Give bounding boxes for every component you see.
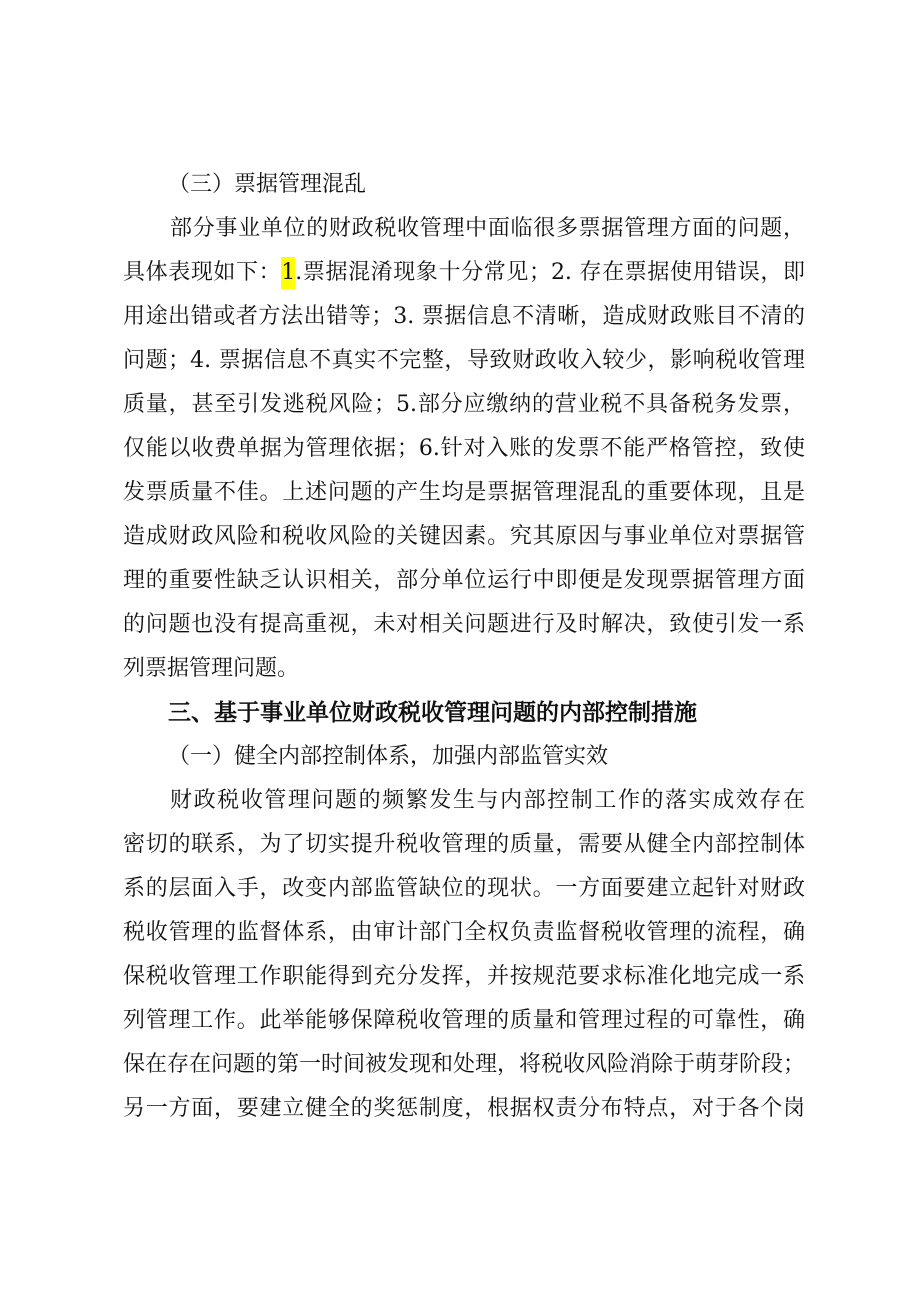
paragraph-line: 发票质量不佳。上述问题的产生均是票据管理混乱的重要体现，且是: [123, 480, 805, 505]
paragraph-line: 税收管理的监督体系，由审计部门全权负责监督税收管理的流程，确: [123, 920, 805, 945]
highlighted-number: 1: [281, 257, 295, 289]
paragraph-line: 仅能以收费单据为管理依据；6.针对入账的发票不能严格管控，致使: [123, 436, 805, 461]
paragraph-line: [123, 251, 805, 295]
paragraph-line: 用途出错或者方法出错等；3. 票据信息不清晰，造成财政账目不清的: [123, 304, 805, 329]
paragraph-line: 系的层面入手，改变内部监管缺位的现状。一方面要建立起针对财政: [123, 876, 805, 901]
paragraph-text: 具体表现如下：: [123, 260, 282, 285]
paragraph-line: 理的重要性缺乏认识相关，部分单位运行中即便是发现票据管理方面: [123, 568, 805, 593]
paragraph-line: 另一方面，要建立健全的奖惩制度，根据权责分布特点，对于各个岗: [123, 1096, 805, 1121]
paragraph-line: 的问题也没有提高重视，未对相关问题进行及时解决，致使引发一系: [123, 612, 805, 637]
paragraph-text: .票据混淆现象十分常见；2. 存在票据使用错误，即: [295, 260, 805, 285]
subsection-heading-3: （三）票据管理混乱: [168, 172, 367, 197]
paragraph-line: 问题；4. 票据信息不真实不完整，导致财政收入较少，影响税收管理: [123, 348, 805, 373]
paragraph-line: 造成财政风险和税收风险的关键因素。究其原因与事业单位对票据管: [123, 524, 805, 549]
section-heading: 三、基于事业单位财政税收管理问题的内部控制措施: [168, 700, 697, 726]
subsection-heading-1: （一）健全内部控制体系，加强内部监管实效: [168, 744, 609, 769]
paragraph-line: 密切的联系，为了切实提升税收管理的质量，需要从健全内部控制体: [123, 832, 805, 857]
paragraph-line: 部分事业单位的财政税收管理中面临很多票据管理方面的问题，: [170, 216, 805, 241]
paragraph-line: 质量，甚至引发逃税风险；5.部分应缴纳的营业税不具备税务发票，: [123, 392, 805, 417]
paragraph-line: 保在存在问题的第一时间被发现和处理，将税收风险消除于萌芽阶段；: [123, 1052, 806, 1077]
paragraph-line: 保税收管理工作职能得到充分发挥，并按规范要求标准化地完成一系: [123, 964, 805, 989]
paragraph-line: 列管理工作。此举能够保障税收管理的质量和管理过程的可靠性，确: [123, 1008, 805, 1033]
paragraph-line: 列票据管理问题。: [123, 656, 300, 681]
paragraph-line: 财政税收管理问题的频繁发生与内部控制工作的落实成效存在: [170, 788, 805, 813]
